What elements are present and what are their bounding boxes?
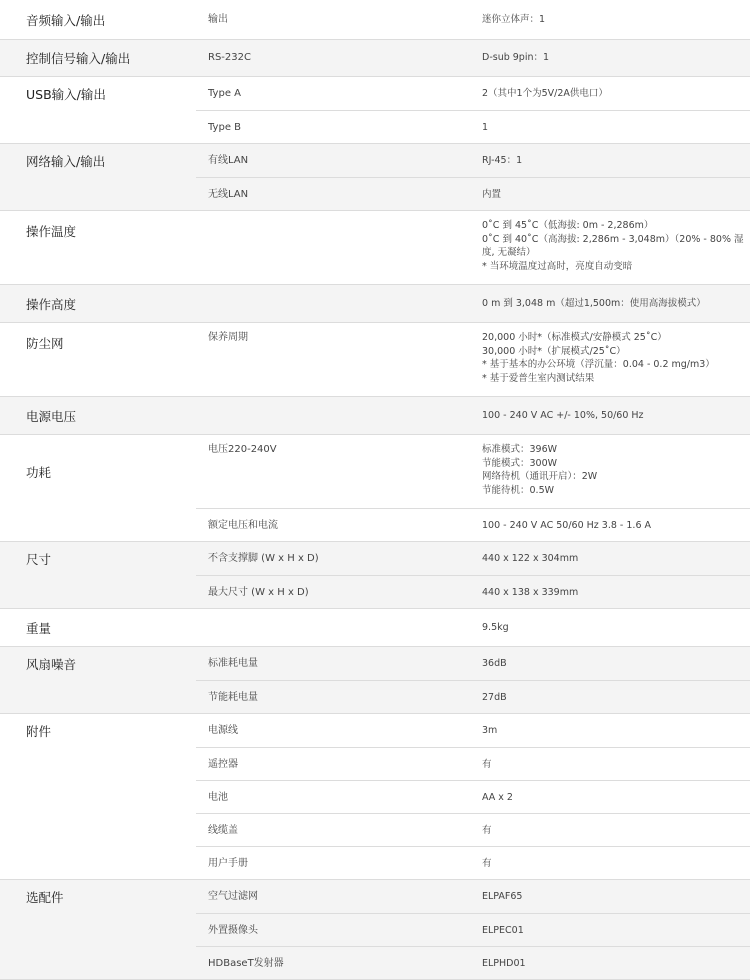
spec-row <box>196 110 750 143</box>
spec-row <box>196 397 750 434</box>
spec-row <box>196 609 750 646</box>
row-value <box>470 814 750 846</box>
group-name: 防尘网 <box>26 336 64 351</box>
spec-group <box>0 77 750 144</box>
row-value <box>470 681 750 713</box>
row-value <box>470 211 750 284</box>
row-label: Type B <box>208 122 242 133</box>
value-line: * 基于基本的办公环境（浮沉量：0.04 - 0.2 mg/m3） <box>482 359 715 370</box>
spec-row <box>196 323 750 396</box>
spec-group <box>0 285 750 323</box>
value-line: * 基于爱普生室内测试结果 <box>482 372 595 384</box>
row-value <box>470 781 750 813</box>
row-value <box>470 111 750 143</box>
value-line: 100 - 240 V AC +/- 10%, 50/60 Hz <box>482 410 644 421</box>
group-name: 电源电压 <box>26 409 77 424</box>
group-name: 控制信号输入/输出 <box>26 51 131 66</box>
spec-row <box>196 747 750 780</box>
row-value <box>470 748 750 780</box>
group-name: 网络输入/输出 <box>26 154 106 169</box>
spec-group <box>0 647 750 714</box>
spec-row <box>196 680 750 713</box>
spec-row <box>196 647 750 680</box>
value-line: RJ-45：1 <box>482 155 523 166</box>
spec-row <box>196 880 750 913</box>
spec-row <box>196 846 750 879</box>
spec-group <box>0 435 750 542</box>
value-line: 标准模式：396W <box>482 444 558 455</box>
row-label: 不含支撑脚 (W x H x D) <box>208 553 319 564</box>
spec-row <box>196 77 750 110</box>
row-label: 有线LAN <box>208 155 249 166</box>
row-value <box>470 509 750 541</box>
row-value <box>470 647 750 680</box>
row-value <box>470 880 750 913</box>
row-label: 电压220-240V <box>208 444 277 455</box>
value-line: 网络待机（通讯开启）：2W <box>482 471 598 482</box>
value-line: 100 - 240 V AC 50/60 Hz 3.8 - 1.6 A <box>482 520 652 531</box>
value-line: 内置 <box>482 189 502 200</box>
value-line: 1 <box>482 122 489 133</box>
group-name: 操作高度 <box>26 297 77 312</box>
row-value <box>470 542 750 575</box>
spec-row <box>196 575 750 608</box>
row-label: HDBaseT发射器 <box>208 958 284 969</box>
value-line: 27dB <box>482 692 507 703</box>
row-value <box>470 847 750 879</box>
group-name: 操作温度 <box>26 224 77 239</box>
spec-row <box>196 435 750 508</box>
spec-group <box>0 880 750 980</box>
row-label: 遥控器 <box>208 759 238 770</box>
spec-group <box>0 542 750 609</box>
value-line: 2（其中1个为5V/2A供电口） <box>482 88 608 99</box>
value-line: ELPEC01 <box>482 925 524 936</box>
row-value <box>470 77 750 110</box>
value-line: 节能模式：300W <box>482 457 558 469</box>
value-line: * 当环境温度过高时，亮度自动变暗 <box>482 260 633 272</box>
value-line: 度, 无凝结） <box>482 247 536 258</box>
spec-group <box>0 397 750 435</box>
row-value <box>470 178 750 210</box>
row-label <box>196 609 470 646</box>
row-label: 空气过滤网 <box>208 891 258 902</box>
row-label: 用户手册 <box>208 858 248 869</box>
row-label: RS-232C <box>208 52 251 63</box>
spec-group <box>0 211 750 285</box>
row-value <box>470 0 750 39</box>
spec-row <box>196 144 750 177</box>
row-label: 保养周期 <box>208 332 248 343</box>
value-line: 节能待机：0.5W <box>482 484 555 496</box>
row-value <box>470 914 750 946</box>
row-label: 额定电压和电流 <box>208 520 278 531</box>
spec-row <box>196 40 750 76</box>
row-value <box>470 40 750 76</box>
row-label: 电源线 <box>208 725 238 736</box>
group-name: 重量 <box>26 621 52 636</box>
group-name: 音频输入/输出 <box>26 13 106 28</box>
value-line: D-sub 9pin：1 <box>482 52 550 63</box>
group-name: 选配件 <box>26 890 64 905</box>
value-line: 20,000 小时*（标准模式/安静模式 25˚C） <box>482 332 667 343</box>
row-label: 电池 <box>208 792 228 803</box>
row-value <box>470 947 750 979</box>
spec-group <box>0 609 750 647</box>
row-label: 无线LAN <box>208 189 249 200</box>
group-name: 附件 <box>26 724 52 739</box>
row-label: 输出 <box>208 14 228 25</box>
value-line: 有 <box>482 759 492 770</box>
row-label <box>196 211 470 284</box>
group-name: 功耗 <box>26 465 52 480</box>
spec-group <box>0 714 750 880</box>
spec-row <box>196 813 750 846</box>
row-value <box>470 609 750 646</box>
row-value <box>470 323 750 396</box>
row-value <box>470 144 750 177</box>
spec-group <box>0 0 750 40</box>
value-line: 3m <box>482 725 498 736</box>
group-name: USB输入/输出 <box>26 87 106 102</box>
row-label <box>196 397 470 434</box>
row-label: 最大尺寸 (W x H x D) <box>208 587 309 598</box>
spec-group <box>0 144 750 211</box>
group-name: 风扇噪音 <box>26 657 77 672</box>
value-line: ELPHD01 <box>482 958 526 969</box>
value-line: 30,000 小时*（扩展模式/25˚C） <box>482 345 626 357</box>
row-label: 外置摄像头 <box>208 925 258 936</box>
spec-row <box>196 0 750 39</box>
value-line: AA x 2 <box>482 792 513 803</box>
value-line: 0˚C 到 40˚C（高海拔: 2,286m - 3,048m）（20% - 80% 湿 <box>482 233 744 245</box>
row-label: 线缆盖 <box>208 825 238 836</box>
group-name: 尺寸 <box>26 552 52 567</box>
spec-row <box>196 780 750 813</box>
value-line: 9.5kg <box>482 622 509 633</box>
row-value <box>470 285 750 322</box>
row-value <box>470 435 750 508</box>
value-line: 有 <box>482 858 492 869</box>
spec-row <box>196 542 750 575</box>
row-label: 节能耗电量 <box>208 692 258 703</box>
value-line: 440 x 122 x 304mm <box>482 553 579 564</box>
row-value <box>470 714 750 747</box>
row-value <box>470 576 750 608</box>
spec-row <box>196 508 750 541</box>
value-line: 0˚C 到 45˚C（低海拔: 0m - 2,286m） <box>482 220 654 231</box>
spec-row <box>196 714 750 747</box>
spec-row <box>196 285 750 322</box>
value-line: ELPAF65 <box>482 891 523 902</box>
value-line: 36dB <box>482 658 507 669</box>
spec-group <box>0 323 750 397</box>
row-label: Type A <box>208 88 241 99</box>
spec-row <box>196 946 750 979</box>
value-line: 440 x 138 x 339mm <box>482 587 579 598</box>
spec-row <box>196 177 750 210</box>
row-label <box>196 285 470 322</box>
value-line: 有 <box>482 825 492 836</box>
value-line: 迷你立体声：1 <box>482 14 546 25</box>
spec-row <box>196 211 750 284</box>
value-line: 0 m 到 3,048 m（超过1,500m：使用高海拔模式） <box>482 298 706 309</box>
spec-group <box>0 40 750 77</box>
spec-row <box>196 913 750 946</box>
row-value <box>470 397 750 434</box>
row-label: 标准耗电量 <box>208 658 258 669</box>
